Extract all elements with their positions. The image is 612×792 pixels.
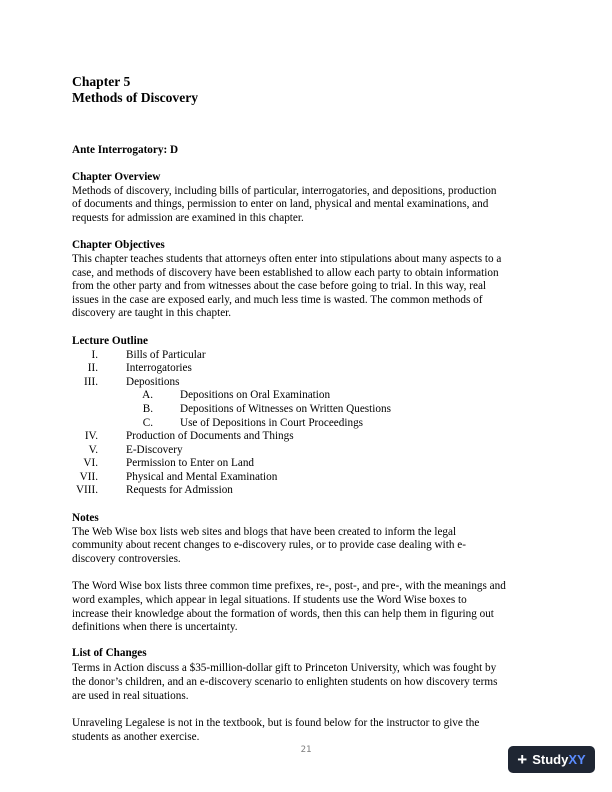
objectives-line: from the other party and from witnesses about the case before going to trial. In this way, real [72,280,487,293]
outline-letter: B. [142,402,153,415]
outline-text: Production of Documents and Things [126,430,294,443]
objectives-line: This chapter teaches students that attorneys often enter into stipulations about many aspects to a [72,252,502,265]
outline-number: VI. [83,457,98,470]
changes-line: the donor’s children, and an e-discovery scenario to enlighten students on how discovery terms [72,676,498,688]
changes-line: Terms in Action discuss a $35-million-dollar gift to Princeton University, which was fought by [72,662,497,675]
outline-number: II. [87,362,98,375]
ante-interrogatory: Ante Interrogatory: D [72,144,179,156]
outline-item [72,457,542,471]
notes-heading: Notes [72,512,99,525]
objectives-line: discovery are taught in this chapter. [72,307,232,320]
lecture-outline-section [72,335,542,498]
overview-line: of documents and things, permission to enter on land, physical and mental examinations, and [72,198,489,211]
outline-item [72,430,542,444]
outline-text: Use of Depositions in Court Proceedings [180,416,364,429]
changes-line: are used in real situations. [72,689,189,702]
outline-number: III. [84,375,98,388]
outline-item [72,471,542,485]
outline-subitem [72,417,542,431]
changes-line: students as another exercise. [72,730,200,743]
document-page [72,74,542,744]
notes-line: definitions when there is uncertainty. [72,621,238,634]
notes-line: increase their knowledge about the formation of words, then this can help them in figuring out [72,607,494,620]
list-of-changes-section [72,647,542,745]
chapter-title: Methods of Discovery [72,90,199,105]
outline-list [72,349,542,499]
overview-line: Methods of discovery, including bills of particular, interrogatories, and depositions, production [72,184,497,197]
studyxy-badge[interactable] [508,746,595,773]
objectives-line: case, and methods of discovery have been established to allow each party to obtain information [72,266,499,279]
outline-subitem [72,403,542,417]
outline-number: VIII. [75,484,98,497]
outline-subitem [72,389,542,403]
outline-text: Requests for Admission [126,484,233,497]
outline-item [72,444,542,458]
overview-line: requests for admission are examined in this chapter. [72,211,304,224]
notes-paragraph-2 [72,580,542,634]
outline-number: I. [91,348,98,361]
outline-text: Physical and Mental Examination [126,470,278,483]
outline-item [72,484,542,498]
outline-heading: Lecture Outline [72,334,148,347]
notes-line: The Web Wise box lists web sites and blogs that have been created to inform the legal [72,525,457,538]
outline-item [72,376,542,390]
chapter-heading [72,74,542,106]
outline-text: Depositions [126,375,180,388]
outline-letter: A. [142,389,153,402]
outline-text: Interrogatories [126,362,192,375]
outline-number: IV. [84,430,98,443]
outline-text: Permission to Enter on Land [126,457,255,470]
plus-icon: + [517,750,528,769]
chapter-overview-section [72,171,542,225]
outline-item [72,349,542,363]
studyxy-logo-study: Study [532,752,569,767]
page-number: 21 [300,745,312,755]
outline-text: Bills of Particular [126,348,206,361]
outline-text: Depositions on Oral Examination [180,389,331,402]
notes-line: discovery controversies. [72,552,181,565]
chapter-objectives-section [72,239,542,321]
studyxy-logo-xy: XY [568,752,586,767]
notes-line: word examples, which appear in legal situations. If students use the Word Wise boxes to [72,594,467,607]
outline-text: E-Discovery [126,443,183,456]
changes-line: Unraveling Legalese is not in the textbook, but is found below for the instructor to give the [72,717,480,730]
notes-section [72,512,542,635]
outline-number: V. [88,443,98,456]
overview-heading: Chapter Overview [72,171,161,183]
chapter-number: Chapter 5 [72,74,131,89]
notes-line: The Word Wise box lists three common time prefixes, re-, post-, and pre-, with the meanings and [72,580,506,593]
changes-heading: List of Changes [72,646,147,659]
outline-item [72,362,542,376]
objectives-line: issues in the case are exposed early, and much less time is wasted. The common methods of [72,293,483,306]
studyxy-logo [532,752,585,767]
changes-paragraph-2 [72,717,542,744]
outline-number: VII. [79,470,98,483]
outline-text: Depositions of Witnesses on Written Questions [180,402,391,415]
notes-line: community about recent changes to e-discovery rules, or to provide case dealing with e- [72,539,466,552]
objectives-heading: Chapter Objectives [72,239,165,252]
outline-letter: C. [142,416,153,429]
